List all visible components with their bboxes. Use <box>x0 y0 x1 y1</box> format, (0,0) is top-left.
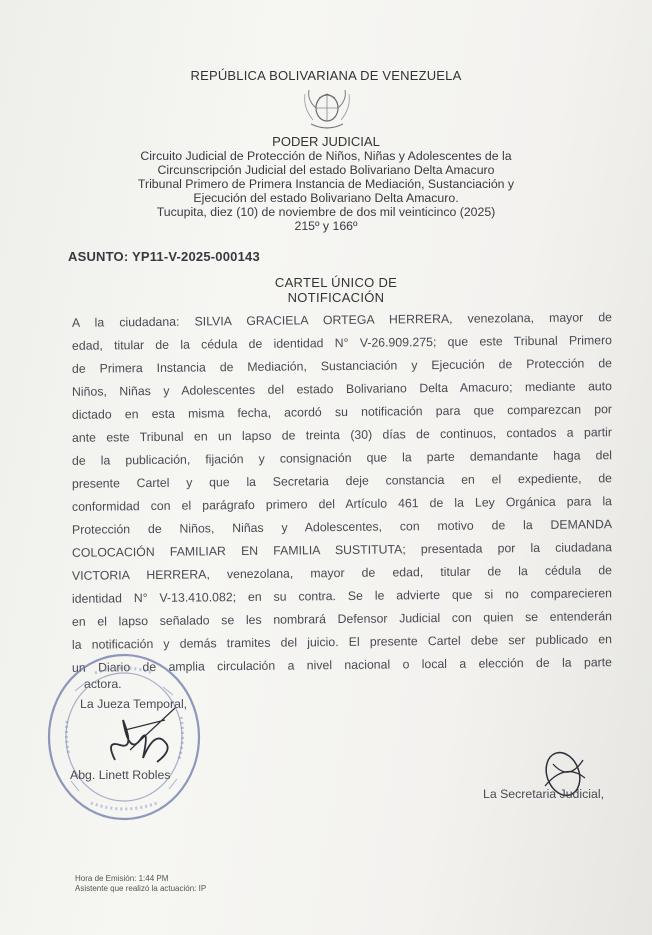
body-line: A la ciudadana: SILVIA GRACIELA ORTEGA HERRERA, venezolana, mayor de <box>71 310 613 330</box>
emission-time: Hora de Emisión: 1:44 PM <box>75 874 169 883</box>
assistant-note: Asistente que realizó la actuación: IP <box>75 884 207 893</box>
body-line: de Primera Instancia de Mediación, Sustanciación y Ejecución de Protección de <box>71 356 613 376</box>
judge-name: Abg. Linett Robles <box>70 768 171 782</box>
poder-judicial-title: PODER JUDICIAL <box>272 134 380 149</box>
header-line: Tribunal Primero de Primera Instancia de Mediación, Sustanciación y <box>137 177 515 191</box>
body-line: VICTORIA HERRERA, venezolana, mayor de edad, titular de la cédula de <box>71 563 613 583</box>
header-date: Tucupita, diez (10) de noviembre de dos mil veinticinco (2025) <box>156 205 496 219</box>
document-title: CARTEL ÚNICO DE <box>274 275 398 290</box>
body-line: dictado en esta misma fecha, acordó su notificación para que comparezcan por <box>71 402 613 422</box>
document-title: NOTIFICACIÓN <box>287 290 385 305</box>
header-years: 215º y 166º <box>294 219 358 233</box>
header-line: Circunscripción Judicial del estado Bolivariano Delta Amacuro <box>157 163 495 177</box>
body-line: conformidad con el parágrafo primero del Artículo 461 de la Ley Orgánica para la <box>71 494 613 514</box>
body-line: ante este Tribunal en un lapso de treinta (30) días de continuos, contados a partir <box>71 425 613 445</box>
body-line: identidad N° V-13.410.082; en su contra. Se le advierte que si no comparecieren <box>71 586 613 606</box>
secretary-title: La Secretaria Judicial, <box>483 787 604 801</box>
body-line: Niños, Niñas y Adolescentes del estado Bolivariano Delta Amacuro; mediante auto <box>71 379 613 399</box>
body-line: edad, titular de la cédula de identidad N° V-26.909.275; que este Tribunal Primero <box>71 333 613 353</box>
judge-title: La Jueza Temporal, <box>80 697 188 711</box>
body-line: de la publicación, fijación y consignación que la parte demandante haga del <box>71 448 613 468</box>
body-line: la notificación y demás tramites del juicio. El presente Cartel debe ser publicado en <box>71 632 613 652</box>
coat-of-arms-icon <box>301 86 353 132</box>
header-line: Circuito Judicial de Protección de Niños, Niñas y Adolescentes de la <box>140 149 512 163</box>
body-line: presente Cartel y que la Secretaria deje constancia en el expediente, de <box>71 471 613 491</box>
body-line: en el lapso señalado se les nombrará Defensor Judicial con quien se entenderán <box>71 609 613 629</box>
republic-title: REPÚBLICA BOLIVARIANA DE VENEZUELA <box>190 68 462 83</box>
body-line: COLOCACIÓN FAMILIAR EN FAMILIA SUSTITUTA; presentada por la ciudadana <box>71 540 613 560</box>
body-line: un Diario de amplia circulación a nivel nacional o local a elección de la parte <box>71 655 613 675</box>
header-line: Ejecución del estado Bolivariano Delta Amacuro. <box>193 191 459 205</box>
case-number: ASUNTO: YP11-V-2025-000143 <box>68 249 260 264</box>
body-line: actora. <box>84 677 122 691</box>
body-line: Protección de Niños, Niñas y Adolescentes, con motivo de la DEMANDA <box>71 517 613 537</box>
